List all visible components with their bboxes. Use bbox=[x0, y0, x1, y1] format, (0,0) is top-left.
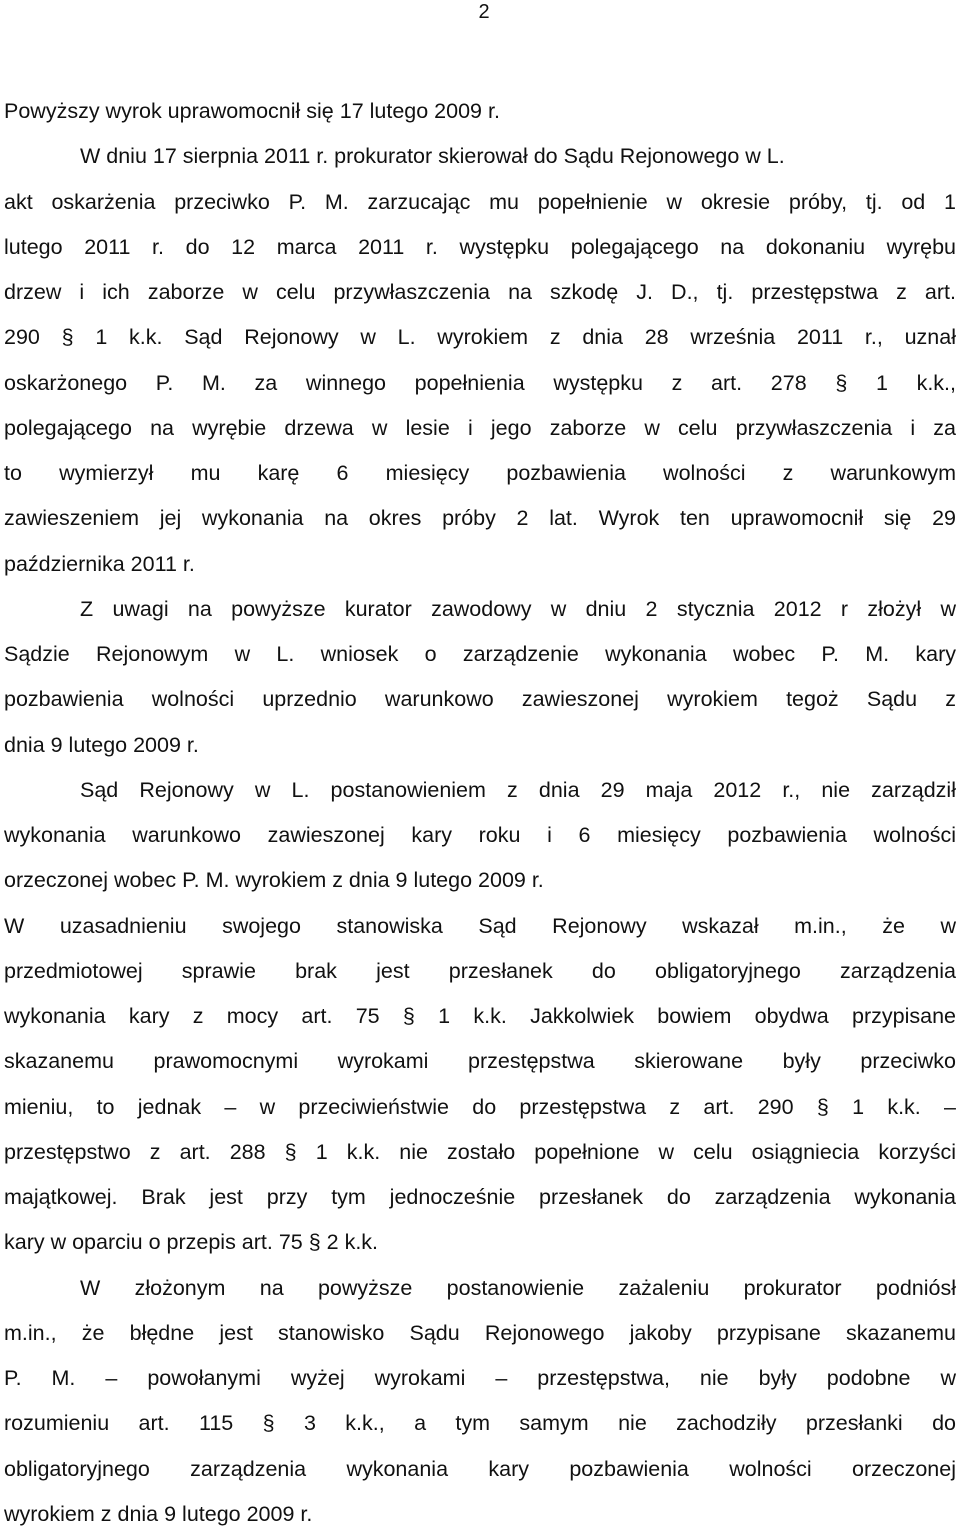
text-line: lutego 2011 r. do 12 marca 2011 r. występku polegającego na dokonaniu wyrębu bbox=[4, 225, 956, 270]
text-line: wykonania kary z mocy art. 75 § 1 k.k. Jakkolwiek bowiem obydwa przypisane bbox=[4, 994, 956, 1039]
text-line: dnia 9 lutego 2009 r. bbox=[4, 723, 956, 768]
text-line: majątkowej. Brak jest przy tym jednocześnie przesłanek do zarządzenia wykonania bbox=[4, 1175, 956, 1220]
text-line: skazanemu prawomocnymi wyrokami przestępstwa skierowane były przeciwko bbox=[4, 1039, 956, 1084]
document-body bbox=[4, 89, 956, 1537]
text-line: przedmiotowej sprawie brak jest przesłanek do obligatoryjnego zarządzenia bbox=[4, 949, 956, 994]
text-line: obligatoryjnego zarządzenia wykonania kary pozbawienia wolności orzeczonej bbox=[4, 1447, 956, 1492]
text-line: kary w oparciu o przepis art. 75 § 2 k.k. bbox=[4, 1220, 956, 1265]
text-line: Powyższy wyrok uprawomocnił się 17 lutego 2009 r. bbox=[4, 89, 956, 134]
text-line: to wymierzył mu karę 6 miesięcy pozbawienia wolności z warunkowym bbox=[4, 451, 956, 496]
paragraph bbox=[4, 587, 956, 768]
paragraph bbox=[4, 768, 956, 904]
text-line: pozbawienia wolności uprzednio warunkowo zawieszonej wyrokiem tegoż Sądu z bbox=[4, 677, 956, 722]
text-line: rozumieniu art. 115 § 3 k.k., a tym samym nie zachodziły przesłanki do bbox=[4, 1401, 956, 1446]
text-line: przestępstwo z art. 288 § 1 k.k. nie zostało popełnione w celu osiągniecia korzyści bbox=[4, 1130, 956, 1175]
text-line: orzeczonej wobec P. M. wyrokiem z dnia 9 lutego 2009 r. bbox=[4, 858, 956, 903]
text-line: W złożonym na powyższe postanowienie zażaleniu prokurator podniósł bbox=[4, 1266, 956, 1311]
paragraph bbox=[4, 134, 956, 587]
paragraph bbox=[4, 89, 956, 134]
page-number: 2 bbox=[472, 0, 496, 24]
text-line: Z uwagi na powyższe kurator zawodowy w dniu 2 stycznia 2012 r złożył w bbox=[4, 587, 956, 632]
text-line: Sąd Rejonowy w L. postanowieniem z dnia 29 maja 2012 r., nie zarządził bbox=[4, 768, 956, 813]
text-line: 290 § 1 k.k. Sąd Rejonowy w L. wyrokiem z dnia 28 września 2011 r., uznał bbox=[4, 315, 956, 360]
text-line: zawieszeniem jej wykonania na okres próby 2 lat. Wyrok ten uprawomocnił się 29 bbox=[4, 496, 956, 541]
text-line: wykonania warunkowo zawieszonej kary roku i 6 miesięcy pozbawienia wolności bbox=[4, 813, 956, 858]
paragraph bbox=[4, 904, 956, 1266]
text-line: października 2011 r. bbox=[4, 542, 956, 587]
text-line: Sądzie Rejonowym w L. wniosek o zarządzenie wykonania wobec P. M. kary bbox=[4, 632, 956, 677]
text-line: polegającego na wyrębie drzewa w lesie i jego zaborze w celu przywłaszczenia i za bbox=[4, 406, 956, 451]
text-line: W uzasadnieniu swojego stanowiska Sąd Rejonowy wskazał m.in., że w bbox=[4, 904, 956, 949]
text-line: oskarżonego P. M. za winnego popełnienia występku z art. 278 § 1 k.k., bbox=[4, 361, 956, 406]
paragraph bbox=[4, 1266, 956, 1537]
text-line: akt oskarżenia przeciwko P. M. zarzucając mu popełnienie w okresie próby, tj. od 1 bbox=[4, 180, 956, 225]
text-line: mieniu, to jednak – w przeciwieństwie do przestępstwa z art. 290 § 1 k.k. – bbox=[4, 1085, 956, 1130]
text-line: wyrokiem z dnia 9 lutego 2009 r. bbox=[4, 1492, 956, 1537]
text-line: W dniu 17 sierpnia 2011 r. prokurator skierował do Sądu Rejonowego w L. bbox=[4, 134, 956, 179]
text-line: drzew i ich zaborze w celu przywłaszczenia na szkodę J. D., tj. przestępstwa z art. bbox=[4, 270, 956, 315]
text-line: P. M. – powołanymi wyżej wyrokami – przestępstwa, nie były podobne w bbox=[4, 1356, 956, 1401]
text-line: m.in., że błędne jest stanowisko Sądu Rejonowego jakoby przypisane skazanemu bbox=[4, 1311, 956, 1356]
